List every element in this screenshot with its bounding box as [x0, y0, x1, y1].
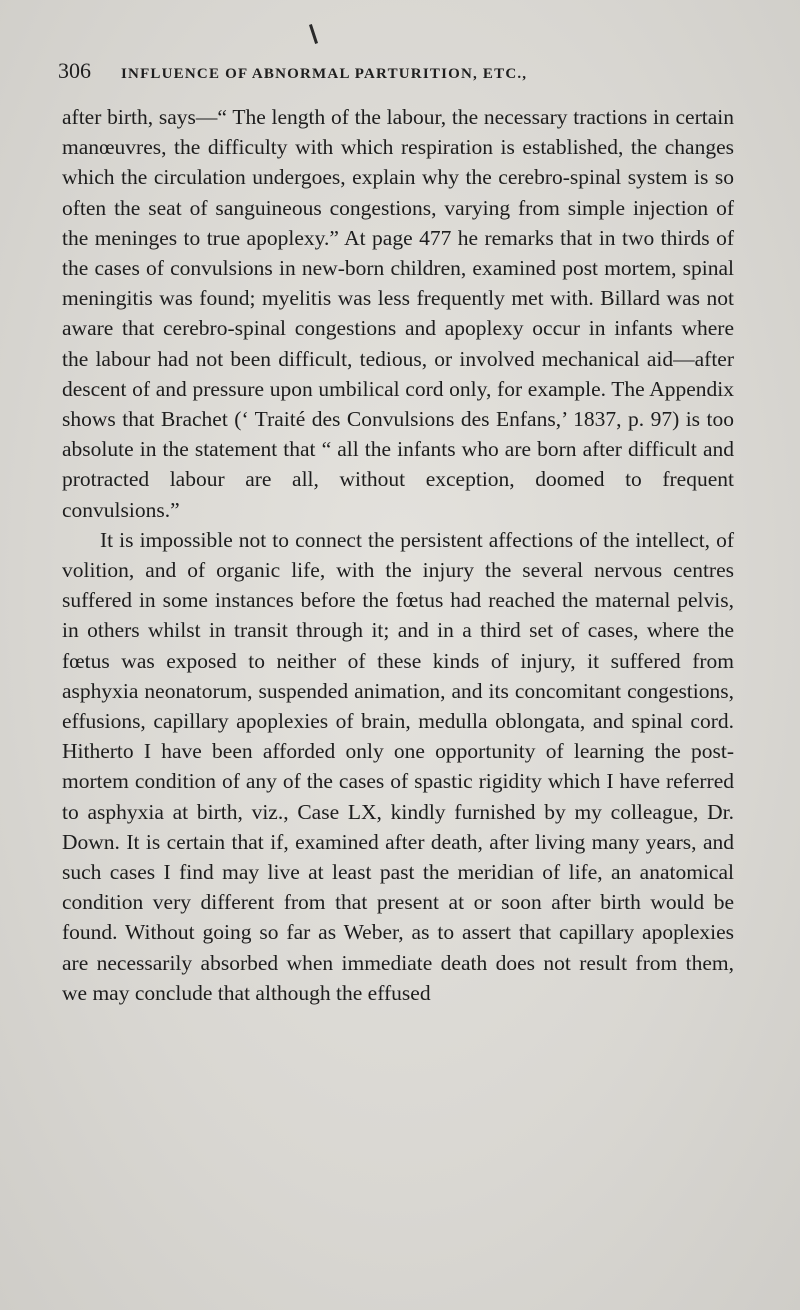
paragraph: It is impossible not to connect the persistent affections of the intellect, of volition, and of organic life, with the injury the several nervous centres suffered in some instances before the fœtus had reached the maternal pelvis, in others whilst in transit through it; and in a third set of cases, where the fœtus was exposed to neither of these kinds of injury, it suffered from asphyxia neonatorum, suspended animation, and its concomitant congestions, effusions, capillary apoplexies of brain, medulla oblongata, and spinal cord. Hitherto I have been afforded only one opportunity of learning the post-mortem condition of any of the cases of spastic rigidity which I have referred to asphyxia at birth, viz., Case LX, kindly furnished by my colleague, Dr. Down. It is certain that if, examined after death, after living many years, and such cases I find may live at least past the meridian of life, an anatomical condition very different from that present at or soon after birth would be found. Without going so far as Weber, as to assert that capillary apoplexies are necessarily absorbed when immediate death does not result from them, we may conclude that although the effused: [62, 527, 734, 1005]
paragraph-continued: after birth, says—“ The length of the labour, the necessary tractions in certain manœuvres, the difficulty with which respiration is established, the changes which the circulation undergoes, explain why the cerebro-spinal system is so often the seat of sanguineous congestions, varying from simple injection of the meninges to true apoplexy.” At page 477 he remarks that in two thirds of the cases of convulsions in new-born children, examined post mortem, spinal meningitis was found; myelitis was less frequently met with. Billard was not aware that cerebro-spinal congestions and apoplexy occur in infants where the labour had not been difficult, tedious, or involved mechanical aid—after descent of and pressure upon umbilical cord only, for example. The Appendix shows that Brachet (‘ Traité des Convulsions des Enfans,’ 1837, p. 97) is too absolute in the statement that “ all the infants who are born after difficult and protracted labour are all, without exception, doomed to frequent convulsions.”: [62, 105, 734, 522]
page-number: 306: [58, 58, 91, 83]
ink-mark: [309, 24, 318, 44]
running-head: [58, 58, 748, 84]
running-title: INFLUENCE OF ABNORMAL PARTURITION, ETC.,: [121, 66, 528, 82]
body-text: [62, 102, 734, 1008]
